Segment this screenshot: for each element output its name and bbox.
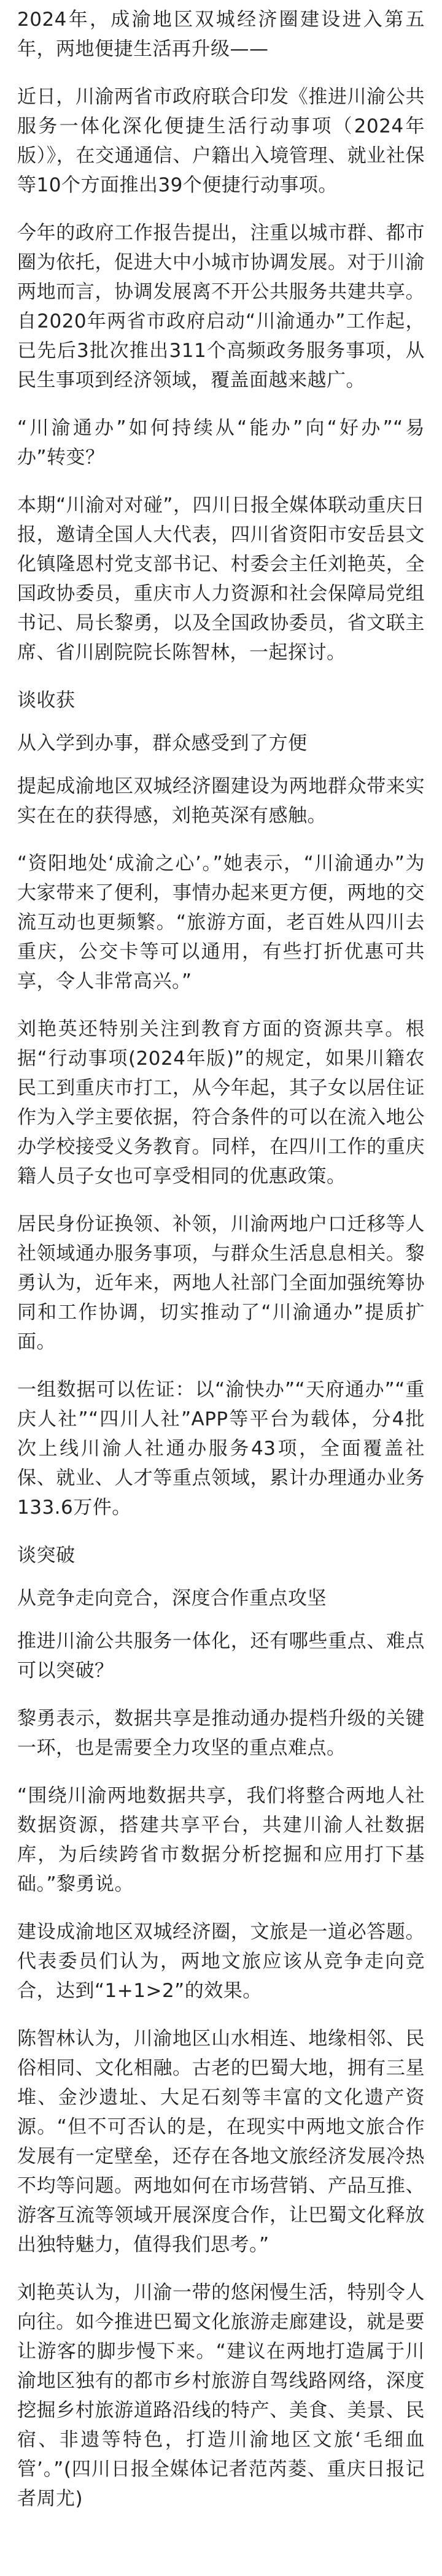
closing-paragraph: 刘艳英认为，川渝一带的悠闲慢生活，特别令人向往。如今推进巴蜀文化旅游走廊建设，就是要让游客的脚步慢下来。“建议在两地打造属于川渝地区独有的都市乡村旅游自驾线路网络，深度挖掘乡村旅游道路沿线的特产、美食、美景、民宿、非遗等特色，打造川渝地区文旅‘毛细血管’。”(四川日报全媒体记者范芮菱、重庆日报记者周尤) [17,2282,425,2510]
question-paragraph: “川渝通办”如何持续从“能办”向“好办”“易办”转变？ [17,417,425,469]
hr-services-paragraph: 居民身份证换领、补领，川渝两地户口迁移等人社领域通办服务事项，与群众生活息息相关。黎勇认为，近年来，两地人社部门全面加强统筹协同和工作协调，切实推动了“川渝通办”提质扩面。 [17,1213,425,1353]
quote-paragraph: “围绕川渝两地数据共享，我们将整合两地人社数据资源，搭建共享平台，共建川渝人社数据库，为后续跨省市数据分析挖掘和应用打下基础。”黎勇说。 [17,1785,425,1895]
policy-paragraph: 近日，川渝两省市政府联合印发《推进川渝公共服务一体化深化便捷生活行动事项（2024年版）》，在交通通信、户籍出入境管理、就业社保等10个方面推出39个便捷行动事项。 [17,86,425,196]
education-paragraph: 刘艳英还特别关注到教育方面的资源共享。根据“行动事项(2024年版)”的规定，如果川籍农民工到重庆市打工，从今年起，其子女以居住证作为入学主要依据，符合条件的可以在流入地公办学校接受义务教育。同样，在四川工作的重庆籍人员子女也可享受相同的优惠政策。 [17,1018,425,1187]
subheading-convenience: 从入学到办事，群众感受到了方便 [17,732,308,754]
body-paragraph: 提起成渝地区双城经济圈建设为两地群众带来实实在在的获得感，刘艳英深有感触。 [17,775,425,827]
culture-paragraph: 陈智林认为，川渝地区山水相连、地缘相邻、民俗相同、文化相融。古老的巴蜀大地，拥有三星堆、金沙遗址、大足石刻等丰富的文化遗产资源。“但不可否认的是，在现实中两地文旅合作发展有一定壁垒，还存在各地文旅经济发展冷热不均等问题。两地如何在市场营销、产品互推、游客互流等领域开展深度合作，让巴蜀文化释放出独特魅力，值得我们思考。” [17,2028,425,2256]
guests-paragraph: 本期“川渝对对碰”，四川日报全媒体联动重庆日报，邀请全国人大代表，四川省资阳市安岳县文化镇隆恩村党支部书记、村委会主任刘艳英，全国政协委员，重庆市人力资源和社会保障局党组书记、局长黎勇，以及全国政协委员，省文联主席、省川剧院院长陈智林，一起探讨。 [17,494,425,664]
intro-paragraph: 2024年，成渝地区双城经济圈建设进入第五年，两地便捷生活再升级—— [17,9,425,60]
section-heading-breakthrough: 谈突破 [17,1544,76,1566]
tourism-paragraph: 建设成渝地区双城经济圈，文旅是一道必答题。代表委员们认为，两地文旅应该从竞争走向竞合，达到“1+1>2”的效果。 [17,1921,425,2002]
question-paragraph: 推进川渝公共服务一体化，还有哪些重点、难点可以突破？ [17,1630,425,1682]
data-sharing-paragraph: 黎勇表示，数据共享是推动通办提档升级的关键一环，也是需要全力攻坚的重点难点。 [17,1708,425,1759]
background-paragraph: 今年的政府工作报告提出，注重以城市群、都市圈为依托，促进大中小城市协调发展。对于川渝两地而言，协调发展离不开公共服务共建共享。自2020年两省市政府启动“川渝通办”工作起，已先后3批次推出311个高频政务服务事项，从民生事项到经济领域，覆盖面越来越广。 [17,222,425,391]
subheading-cooperation: 从竞争走向竞合，深度合作重点攻坚 [17,1587,327,1609]
quote-paragraph: “资阳地处‘成渝之心’。”她表示，“川渝通办”为大家带来了便利，事情办起来更方便，两地的交流互动也更频繁。“旅游方面，老百姓从四川去重庆，公交卡等可以通用，有些打折优惠可共享，令人非常高兴。” [17,853,425,992]
section-heading-gains: 谈收获 [17,689,76,711]
statistics-paragraph: 一组数据可以佐证：以“渝快办”“天府通办”“重庆人社”“四川人社”APP等平台为载体，分4批次上线川渝人社通办服务43项，全面覆盖社保、就业、人才等重点领域，累计办理通办业务133.6万件。 [17,1379,425,1519]
